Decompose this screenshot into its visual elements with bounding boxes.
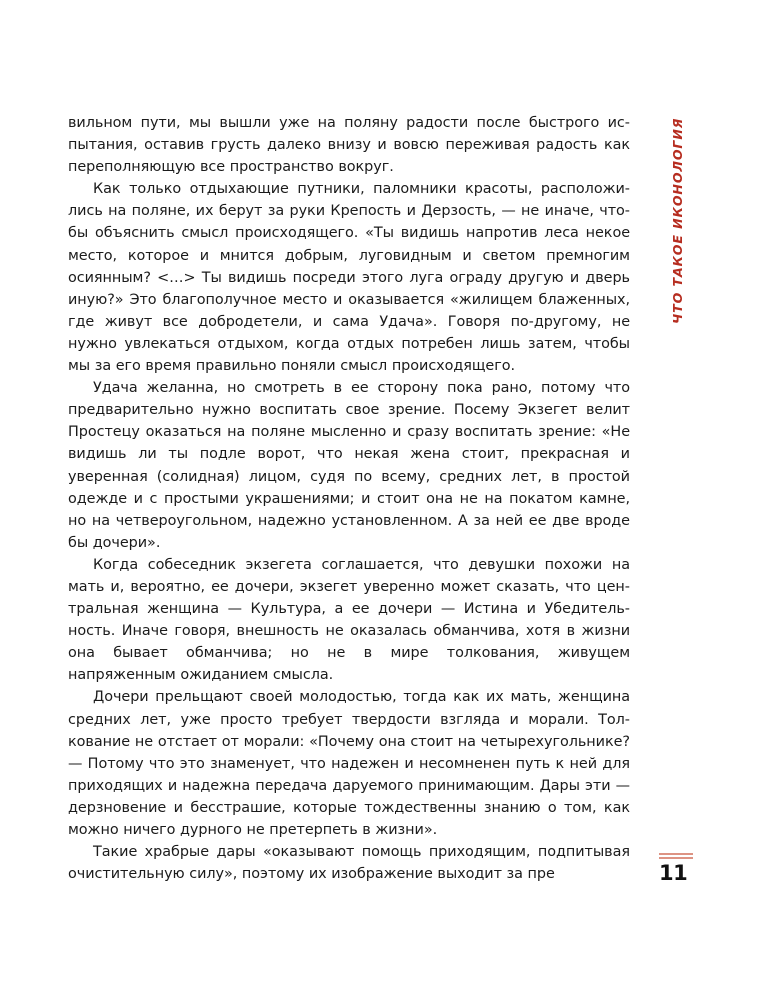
paragraph: Когда собеседник экзегета соглашается, что девушки похожи на мать и, вероятно, ее дочери, экзегет уверенно может сказать, что центральная женщина — Культура, а ее дочери — Истина и Убедительность. Иначе говоря, внешность не оказалась обманчива, хотя в жизни она бывает обманчива; но не в мире толкования, живущем напряженным ожиданием смысла. bbox=[68, 556, 630, 684]
running-head bbox=[650, 112, 685, 332]
paragraph: Удача желанна, но смотреть в ее сторону пока рано, потому что предварительно нужно воспитать свое зрение. Посему Экзегет велит Простецу оказаться на поляне мысленно и сразу воспитать зрение: «Не видишь ли ты подле ворот, что некая жена стоит, прекрасная и уверенная (солидная) лицом, судя по всему, средних лет, в простой одежде и с простыми украшениями; и стоит она не на покатом камне, но на четвероугольном, надежно установленном. А за ней ее две вроде бы дочери». bbox=[68, 380, 630, 551]
running-head-label: ЧТО ТАКОЕ ИКОНОЛОГИЯ bbox=[670, 117, 685, 324]
folio-rule-top bbox=[659, 853, 693, 855]
paragraph: Как только отдыхающие путники, паломники красоты, расположились на поляне, их берут за руки Крепость и Дерзость, — не иначе, чтобы объяснить смысл происходящего. «Ты видишь напротив леса некое место, которое и мнится добрым, луговидным и светом премногим осиянным? <…> Ты видишь посреди этого луга ограду другую и дверь иную?» Это благополучное место и оказывается «жилищем блаженных, где живут все добродетели, и сама Удача». Говоря по-другому, не нужно увлекаться отдыхом, когда отдых потребен лишь затем, чтобы мы за его время правильно поняли смысл происходящего. bbox=[68, 181, 630, 375]
body-text-column bbox=[68, 112, 630, 885]
paragraph: Дочери прельщают своей молодостью, тогда как их мать, женщина средних лет, уже просто требует твердости взгляда и морали. Толкование не отстает от морали: «Почему она стоит на четырехугольнике? — Потому что это знаменует, что надежен и несомненен путь к ней для приходящих и надежна передача даруемого принимающим. Дары эти — дерзновение и бесстрашие, которые тождественны знанию о том, как можно ничего дурного не претерпеть в жизни». bbox=[68, 689, 630, 838]
page-number: 11 bbox=[659, 860, 688, 885]
folio-rule-bottom bbox=[659, 857, 693, 859]
paragraph: Такие храбрые дары «оказывают помощь приходящим, подпитывая очистительную силу», поэтому их изображение выходит за пре bbox=[68, 844, 630, 883]
page-folio bbox=[659, 853, 705, 884]
paragraph: вильном пути, мы вышли уже на поляну радости после быстрого испытания, оставив грусть далеко внизу и вовсю переживая радость как переполняющую все пространство вокруг. bbox=[68, 115, 630, 176]
